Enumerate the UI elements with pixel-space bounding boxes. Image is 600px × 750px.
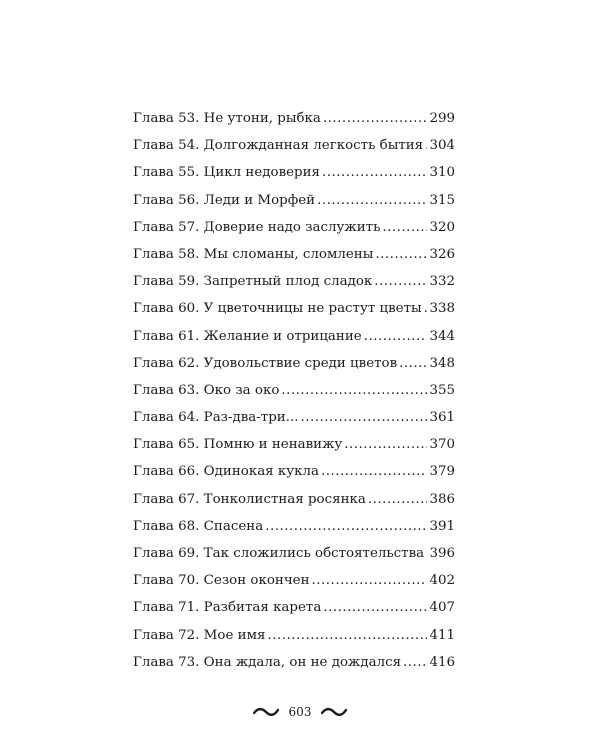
dot-leader bbox=[321, 458, 427, 485]
page-footer bbox=[0, 703, 600, 720]
toc-entry-page: 320 bbox=[429, 219, 455, 235]
dot-leader bbox=[425, 132, 427, 159]
toc-entry-page: 396 bbox=[429, 546, 455, 561]
toc-entry-page: 361 bbox=[429, 410, 455, 426]
toc-entry-page: 370 bbox=[429, 437, 455, 453]
dot-leader bbox=[375, 241, 427, 268]
toc-entry-title: Глава 69. Так сложились обстоятельства bbox=[133, 546, 425, 561]
toc-entry bbox=[133, 132, 455, 159]
toc-entry-page: 355 bbox=[429, 382, 455, 398]
dot-leader bbox=[323, 105, 428, 132]
toc-entry-title: Глава 57. Доверие надо заслужить bbox=[133, 219, 381, 235]
toc-entry-page: 332 bbox=[429, 274, 455, 290]
toc-entry bbox=[133, 323, 455, 350]
toc-entry-title: Глава 72. Мое имя bbox=[133, 627, 266, 643]
dot-leader bbox=[312, 567, 428, 594]
toc-entry-page: 299 bbox=[429, 111, 455, 126]
dot-leader bbox=[399, 350, 427, 377]
toc-entry-title: Глава 64. Раз-два-три... bbox=[133, 410, 299, 426]
toc-entry-title: Глава 53. Не утони, рыбка bbox=[133, 111, 321, 126]
toc-entry bbox=[133, 594, 455, 621]
toc-entry bbox=[133, 105, 455, 132]
dot-leader bbox=[426, 540, 427, 567]
toc-entry bbox=[133, 159, 455, 186]
toc-entry-title: Глава 68. Спасена bbox=[133, 518, 264, 534]
toc-entry-title: Глава 60. У цветочницы не растут цветы bbox=[133, 301, 422, 317]
toc-entry-title: Глава 61. Желание и отрицание bbox=[133, 328, 362, 344]
toc-entry-page: 304 bbox=[429, 138, 455, 154]
toc-entry bbox=[133, 350, 455, 377]
dot-leader bbox=[403, 649, 427, 676]
dot-leader bbox=[368, 486, 428, 513]
toc-entry-page: 411 bbox=[429, 627, 455, 643]
toc-entry-page: 416 bbox=[429, 654, 455, 670]
toc-entry bbox=[133, 404, 455, 431]
toc-entry bbox=[133, 187, 455, 214]
toc-entry-title: Глава 56. Леди и Морфей bbox=[133, 192, 316, 208]
toc-entry-title: Глава 62. Удовольствие среди цветов bbox=[133, 355, 398, 371]
toc-entry bbox=[133, 486, 455, 513]
toc-entry-title: Глава 73. Она ждала, он не дождался bbox=[133, 654, 402, 670]
toc-entry-title: Глава 63. Око за око bbox=[133, 382, 280, 398]
dot-leader bbox=[281, 377, 427, 404]
toc-entry bbox=[133, 622, 455, 649]
toc-entry-page: 326 bbox=[429, 246, 455, 262]
toc-entry bbox=[133, 268, 455, 295]
toc-entry bbox=[133, 377, 455, 404]
table-of-contents bbox=[133, 105, 455, 676]
toc-entry-page: 310 bbox=[429, 165, 455, 181]
toc-entry-page: 407 bbox=[429, 600, 455, 616]
toc-entry-title: Глава 71. Разбитая карета bbox=[133, 600, 322, 616]
toc-entry-title: Глава 67. Тонколистная росянка bbox=[133, 491, 366, 507]
page-number: 603 bbox=[288, 704, 312, 719]
toc-entry-title: Глава 54. Долгожданная легкость бытия bbox=[133, 138, 424, 154]
toc-entry bbox=[133, 567, 455, 594]
dot-leader bbox=[317, 187, 427, 214]
toc-entry bbox=[133, 295, 455, 322]
toc-entry-title: Глава 66. Одинокая кукла bbox=[133, 464, 319, 480]
toc-entry-page: 402 bbox=[429, 573, 455, 589]
dot-leader bbox=[322, 159, 427, 186]
dot-leader bbox=[374, 268, 427, 295]
toc-entry-title: Глава 70. Сезон окончен bbox=[133, 573, 310, 589]
right-flourish-icon bbox=[321, 707, 347, 717]
toc-entry-title: Глава 58. Мы сломаны, сломлены bbox=[133, 246, 374, 262]
toc-entry bbox=[133, 241, 455, 268]
toc-entry bbox=[133, 513, 455, 540]
toc-entry-page: 338 bbox=[429, 301, 455, 317]
toc-entry-page: 315 bbox=[429, 192, 455, 208]
toc-entry-page: 379 bbox=[429, 464, 455, 480]
toc-entry-page: 386 bbox=[429, 491, 455, 507]
toc-entry-page: 348 bbox=[429, 355, 455, 371]
toc-entry-title: Глава 55. Цикл недоверия bbox=[133, 165, 320, 181]
toc-entry bbox=[133, 214, 455, 241]
left-flourish-icon bbox=[253, 707, 279, 717]
toc-entry-page: 391 bbox=[429, 518, 455, 534]
toc-entry bbox=[133, 649, 455, 676]
dot-leader bbox=[364, 323, 428, 350]
dot-leader bbox=[424, 295, 428, 322]
toc-entry-title: Глава 65. Помню и ненавижу bbox=[133, 437, 343, 453]
toc-entry-title: Глава 59. Запретный плод сладок bbox=[133, 274, 373, 290]
dot-leader bbox=[265, 513, 427, 540]
toc-entry bbox=[133, 458, 455, 485]
dot-leader bbox=[344, 431, 427, 458]
dot-leader bbox=[267, 622, 427, 649]
dot-leader bbox=[382, 214, 427, 241]
toc-entry-page: 344 bbox=[429, 328, 455, 344]
toc-entry bbox=[133, 431, 455, 458]
dot-leader bbox=[300, 404, 427, 431]
toc-entry bbox=[133, 540, 455, 567]
dot-leader bbox=[323, 594, 427, 621]
